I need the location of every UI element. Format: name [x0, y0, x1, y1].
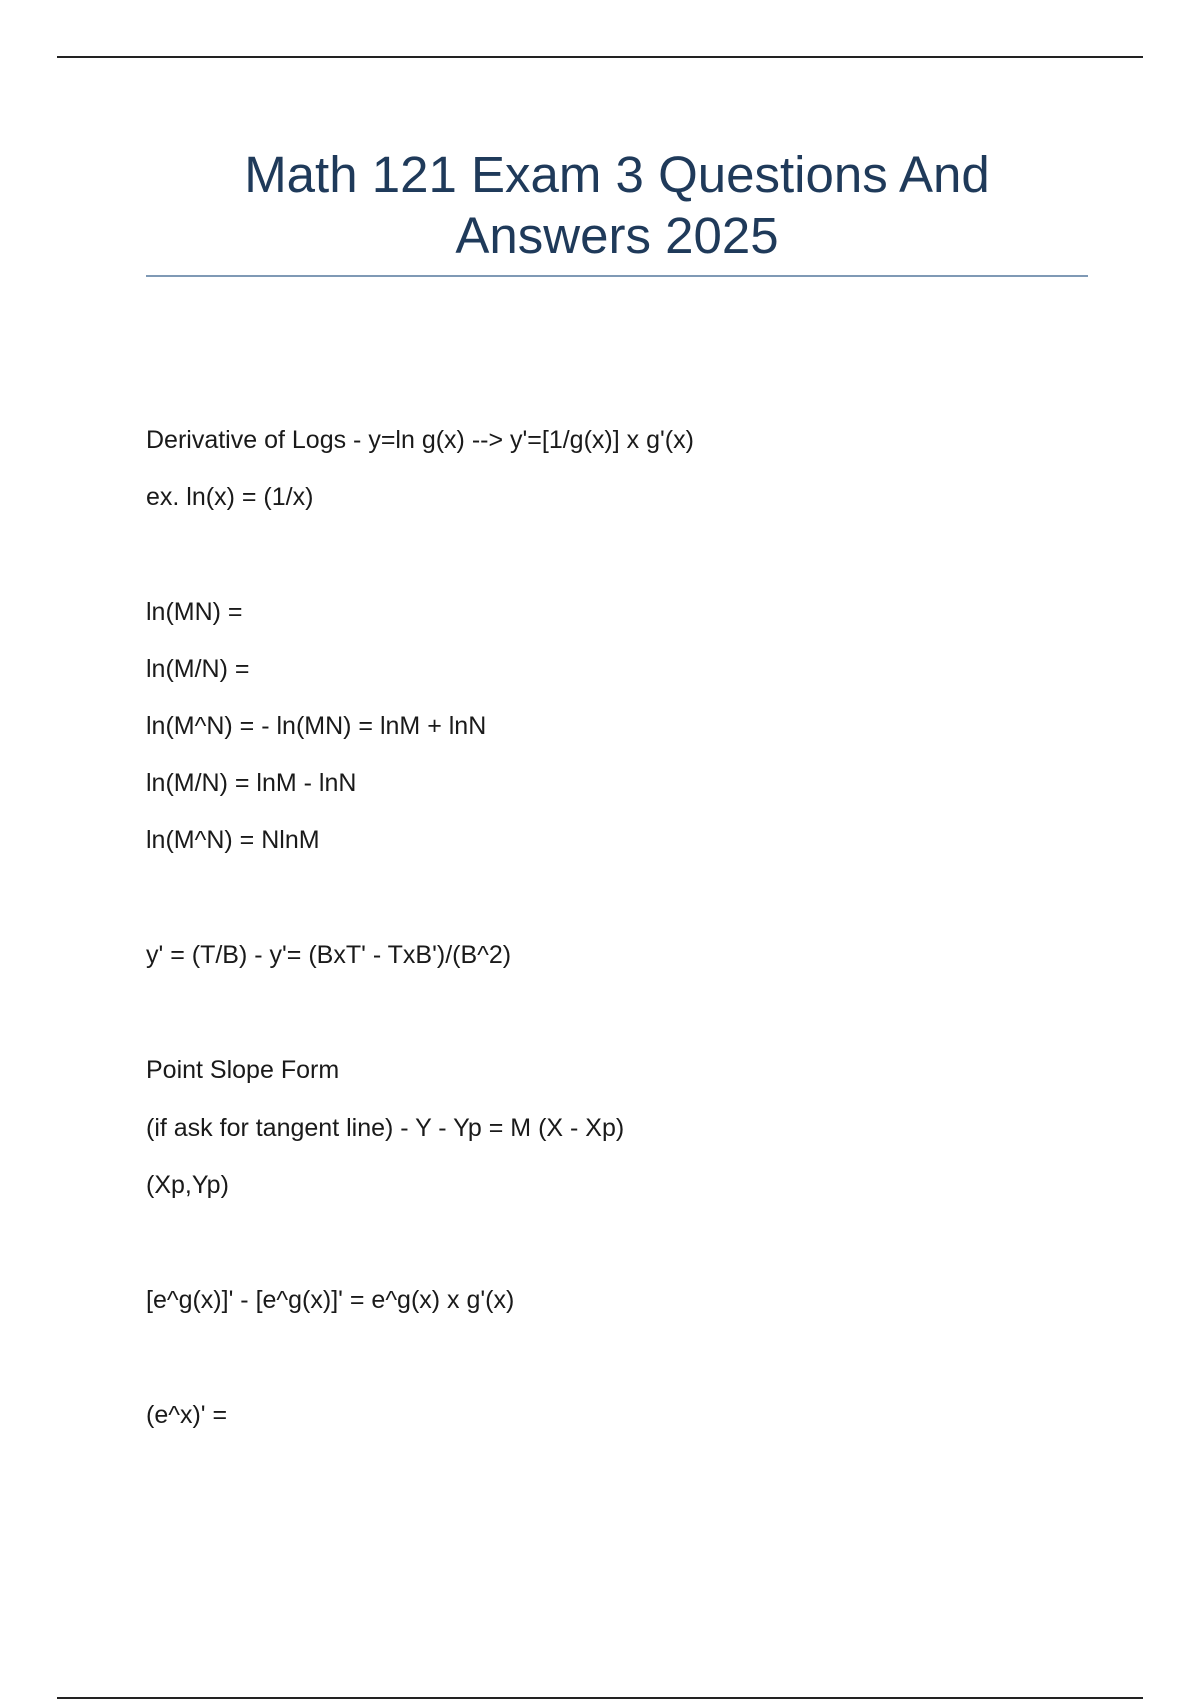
text-line-power-rule: ln(M^N) = NlnM [146, 826, 320, 854]
page-top-rule [57, 56, 1143, 58]
text-line-ln-example: ex. ln(x) = (1/x) [146, 483, 314, 511]
title-line-1: Math 121 Exam 3 Questions And [244, 146, 990, 203]
text-line-ln-m-pow-n-rule: ln(M^N) = - ln(MN) = lnM + lnN [146, 712, 487, 740]
text-line-quotient-rule: ln(M/N) = lnM - lnN [146, 769, 357, 797]
text-line-derivative-quotient: y' = (T/B) - y'= (BxT' - TxB')/(B^2) [146, 941, 512, 969]
text-line-exp-chain-rule: [e^g(x)]' - [e^g(x)]' = e^g(x) x g'(x) [146, 1286, 515, 1314]
text-line-point: (Xp,Yp) [146, 1171, 229, 1199]
text-line-tangent-line: (if ask for tangent line) - Y - Yp = M (X - Xp) [146, 1114, 625, 1142]
text-line-ln-mn: ln(MN) = [146, 598, 243, 626]
document-title [146, 144, 1088, 266]
page-bottom-rule [57, 1697, 1143, 1699]
text-line-exp-derivative: (e^x)' = [146, 1401, 228, 1429]
text-line-ln-m-over-n: ln(M/N) = [146, 655, 250, 683]
text-line-point-slope-heading: Point Slope Form [146, 1056, 340, 1084]
text-line-derivative-of-logs: Derivative of Logs - y=ln g(x) --> y'=[1/g(x)] x g'(x) [146, 426, 694, 454]
title-underline [146, 275, 1088, 277]
title-line-2: Answers 2025 [455, 207, 779, 264]
